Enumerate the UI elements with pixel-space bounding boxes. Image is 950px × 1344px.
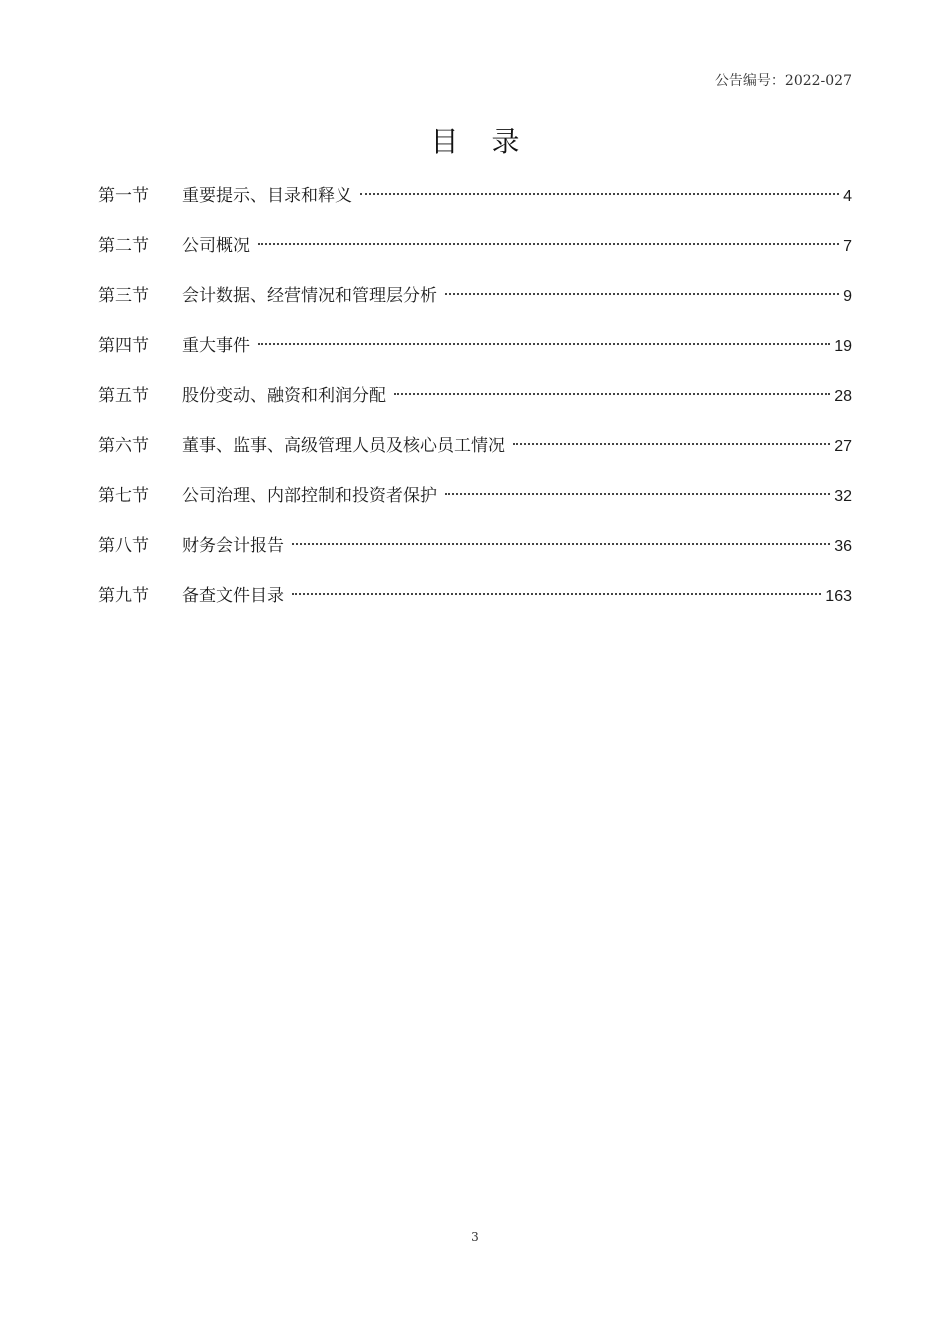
toc-heading: 备查文件目录 [182,586,284,606]
toc-entry[interactable] [98,530,852,580]
toc-page-number: 9 [843,288,852,305]
toc-page-number: 36 [834,538,852,555]
toc-heading: 董事、监事、高级管理人员及核心员工情况 [182,436,505,456]
toc-heading: 重要提示、目录和释义 [182,186,352,206]
toc-heading: 公司概况 [182,236,250,256]
toc-page-number: 4 [843,188,852,205]
toc-dot-leader [258,342,830,345]
toc-entry[interactable] [98,180,852,230]
toc-heading: 公司治理、内部控制和投资者保护 [182,486,437,506]
toc-section-number: 第三节 [98,286,149,306]
toc-entry[interactable] [98,480,852,530]
toc-dot-leader [445,292,839,295]
toc-section-number: 第四节 [98,336,149,356]
toc-section-number: 第七节 [98,486,149,506]
toc-page-number: 32 [834,488,852,505]
toc-dot-leader [360,192,839,195]
toc-section-number: 第一节 [98,186,149,206]
toc-page-number: 19 [834,338,852,355]
toc-page-number: 27 [834,438,852,455]
toc-dot-leader [445,492,830,495]
toc-list [98,180,852,630]
toc-heading: 重大事件 [182,336,250,356]
toc-section-number: 第二节 [98,236,149,256]
toc-dot-leader [292,592,821,595]
toc-heading: 股份变动、融资和利润分配 [182,386,386,406]
toc-section-number: 第六节 [98,436,149,456]
toc-page-number: 28 [834,388,852,405]
toc-heading: 财务会计报告 [182,536,284,556]
page-number-footer: 3 [471,1230,479,1244]
toc-title: 目 录 [430,125,532,158]
toc-heading: 会计数据、经营情况和管理层分析 [182,286,437,306]
toc-entry[interactable] [98,330,852,380]
toc-entry[interactable] [98,580,852,630]
toc-entry[interactable] [98,430,852,480]
toc-section-number: 第八节 [98,536,149,556]
toc-page-number: 7 [843,238,852,255]
toc-dot-leader [292,542,830,545]
toc-entry[interactable] [98,280,852,330]
toc-dot-leader [258,242,839,245]
toc-entry[interactable] [98,230,852,280]
announcement-number: 公告编号：2022-027 [714,73,852,89]
toc-dot-leader [394,392,830,395]
toc-section-number: 第五节 [98,386,149,406]
toc-section-number: 第九节 [98,586,149,606]
toc-entry[interactable] [98,380,852,430]
toc-page-number: 163 [825,588,852,605]
toc-dot-leader [513,442,830,445]
